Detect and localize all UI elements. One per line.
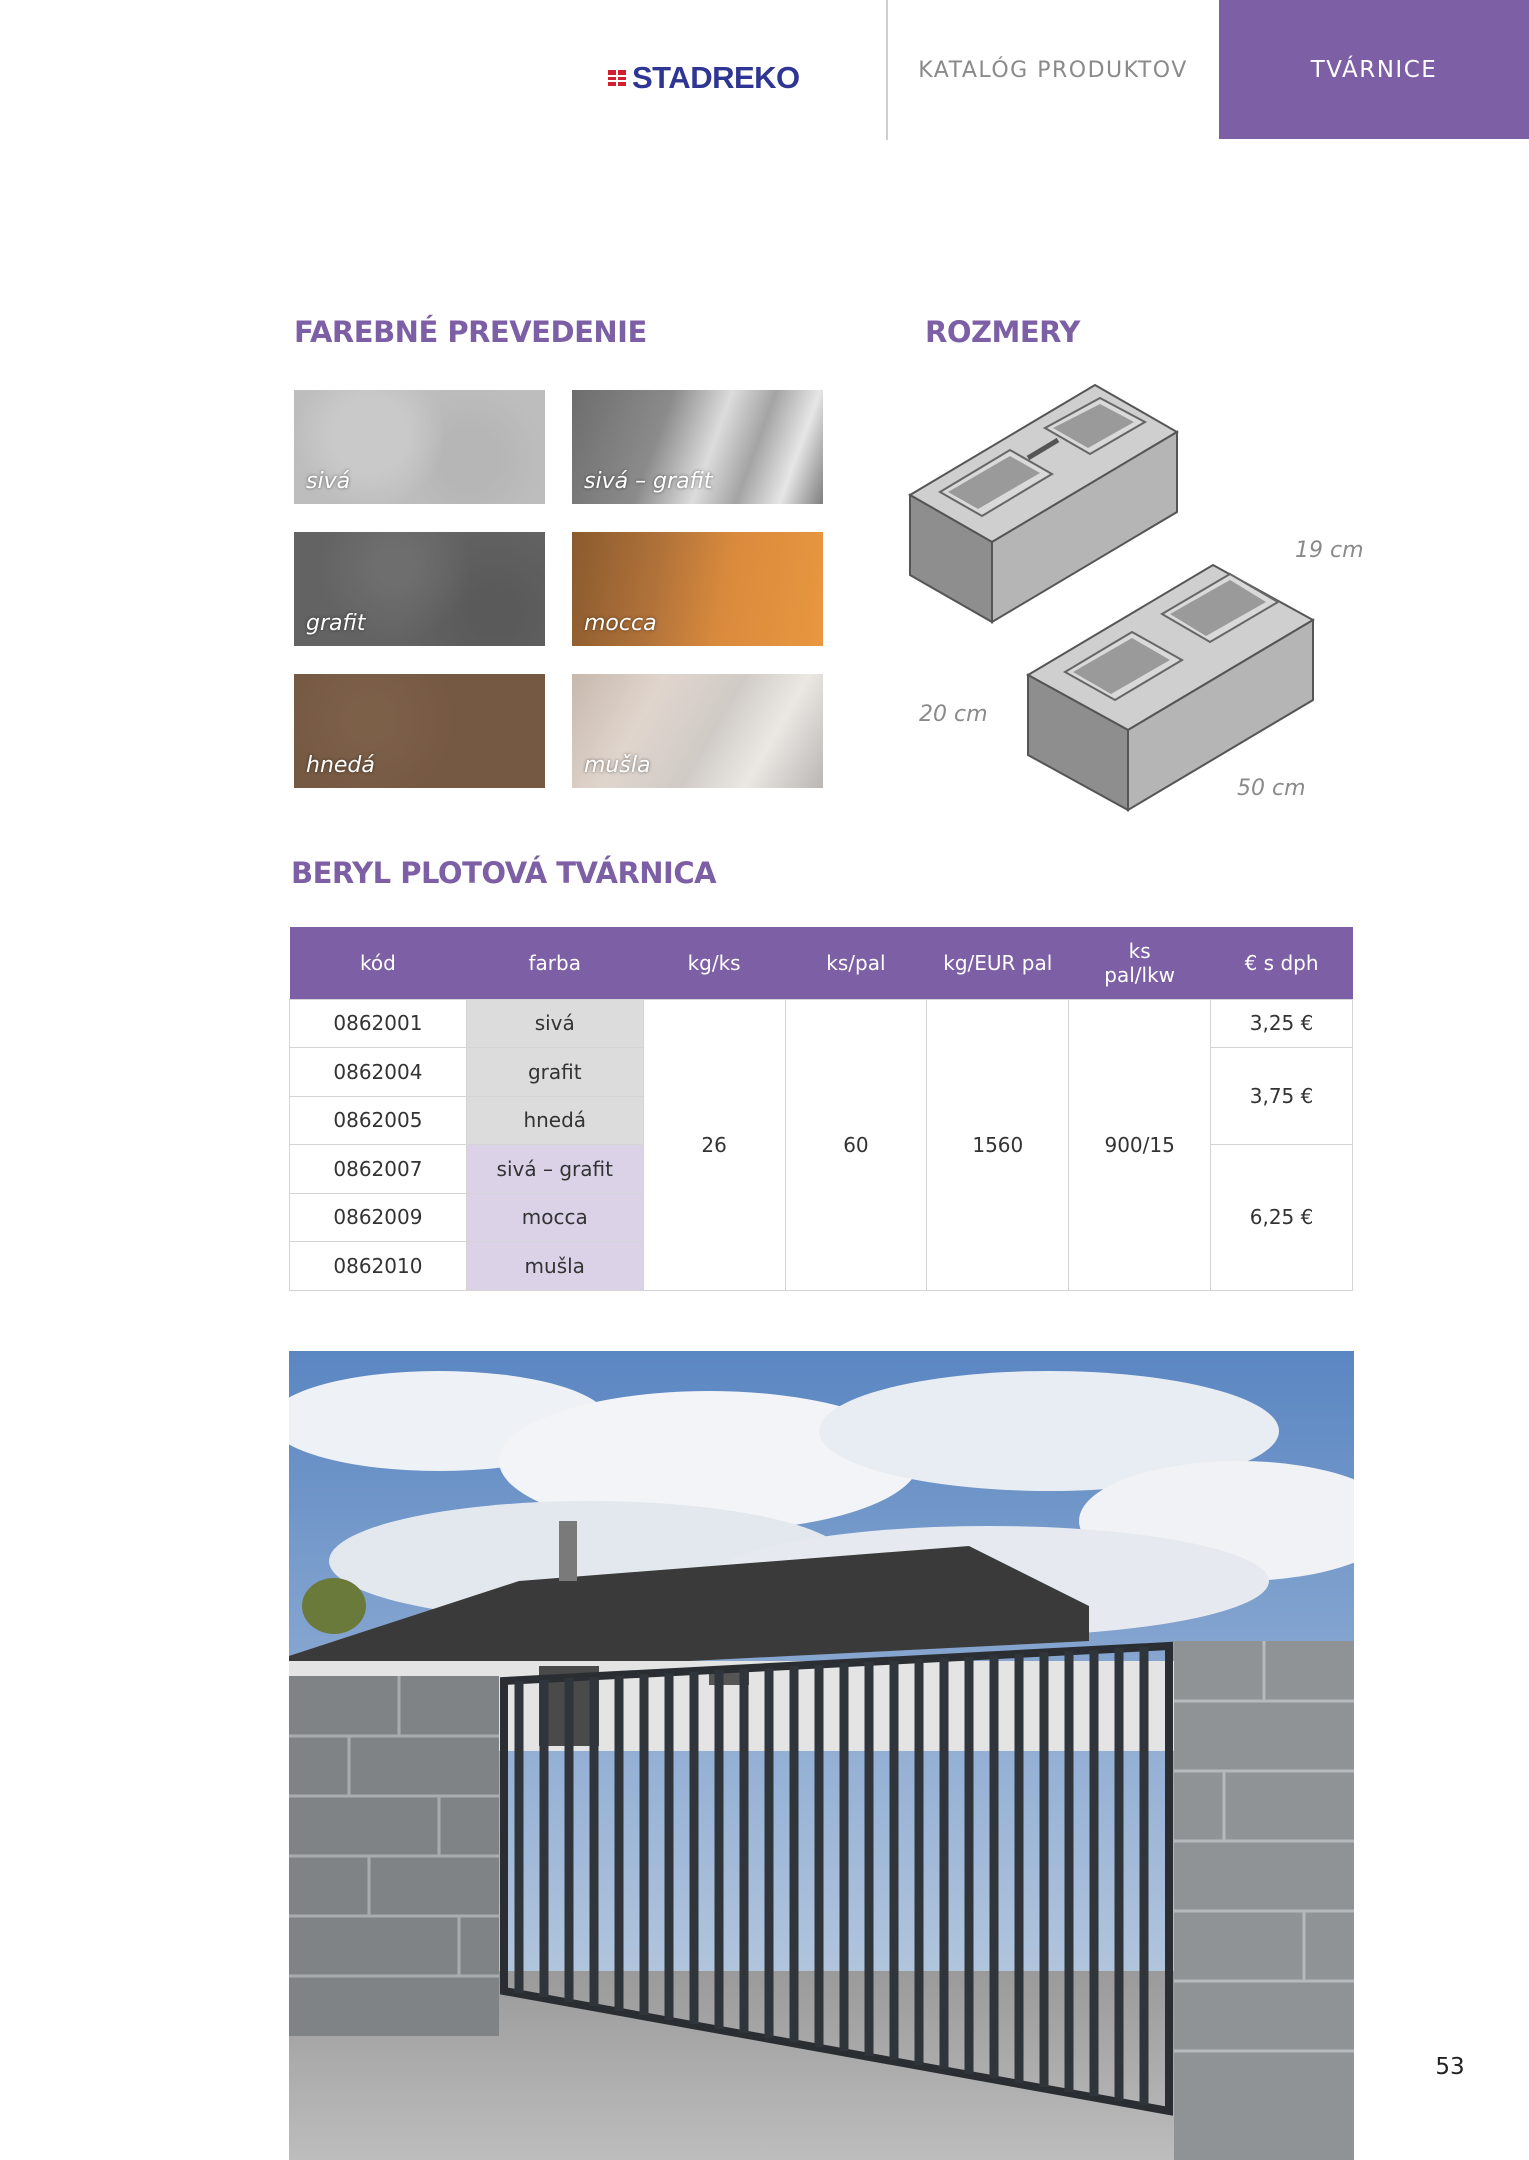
cell-price: 6,25 € [1211,1145,1353,1291]
cell-code: 0862001 [290,999,467,1048]
header-kg-per-piece: kg/ks [643,927,785,999]
cell-color: mušla [466,1242,643,1291]
swatch-siva [294,390,545,504]
fence-photo-illustration [289,1351,1354,2160]
swatch-label: sivá – grafit [584,469,713,494]
width-dimension: 20 cm [919,702,988,727]
swatch-label: hnedá [306,753,375,778]
swatch-label: mocca [584,611,657,636]
cell-pieces-per-pallet: 60 [785,999,927,1290]
block-top-left [910,385,1177,622]
header-price: € s dph [1211,927,1353,999]
table-header-row [290,927,1353,999]
swatch-mocca [572,532,823,646]
swatch-siva-grafit [572,390,823,504]
cell-color: grafit [466,1048,643,1097]
swatch-label: sivá [306,469,351,494]
fence-photo [289,1351,1354,2160]
cell-code: 0862005 [290,1096,467,1145]
table-row [290,999,1353,1048]
dimensions-section-title: ROZMERY [925,315,1080,349]
block-bottom-right [1028,565,1313,810]
header-color: farba [466,927,643,999]
cell-price: 3,25 € [1211,999,1353,1048]
header-pieces-per-lkw: ks pal/lkw [1069,927,1211,999]
logo-brick-icon [606,66,628,90]
section-tab-label: TVÁRNICE [1310,56,1438,83]
header-pieces-per-pallet: ks/pal [785,927,927,999]
swatch-musla [572,674,823,788]
block-illustration [900,370,1360,830]
cell-kg-per-eur-pallet: 1560 [927,999,1069,1290]
cell-color: sivá [466,999,643,1048]
header-kg-per-eur-pallet: kg/EUR pal [927,927,1069,999]
swatch-hneda [294,674,545,788]
swatch-grafit [294,532,545,646]
cell-color: hnedá [466,1096,643,1145]
cell-kg-per-piece: 26 [643,999,785,1290]
swatch-label: grafit [306,611,366,636]
cell-code: 0862004 [290,1048,467,1097]
product-table [289,927,1353,1291]
product-title: BERYL PLOTOVÁ TVÁRNICA [291,856,717,890]
swatch-label: mušla [584,753,651,778]
cell-price: 3,75 € [1211,1048,1353,1145]
cell-code: 0862010 [290,1242,467,1291]
cell-code: 0862009 [290,1193,467,1242]
page-number: 53 [1435,2054,1465,2080]
cell-pieces-per-lkw: 900/15 [1069,999,1211,1290]
height-dimension: 19 cm [1295,538,1364,563]
section-tab [1219,0,1529,139]
company-logo [606,58,846,98]
logo-text: STADREKO [632,60,800,95]
length-dimension: 50 cm [1237,776,1306,801]
cell-color: sivá – grafit [466,1145,643,1194]
header-code: kód [290,927,467,999]
color-section-title: FAREBNÉ PREVEDENIE [294,315,647,349]
cell-color: mocca [466,1193,643,1242]
cell-code: 0862007 [290,1145,467,1194]
catalog-label: KATALÓG PRODUKTOV [918,58,1188,83]
